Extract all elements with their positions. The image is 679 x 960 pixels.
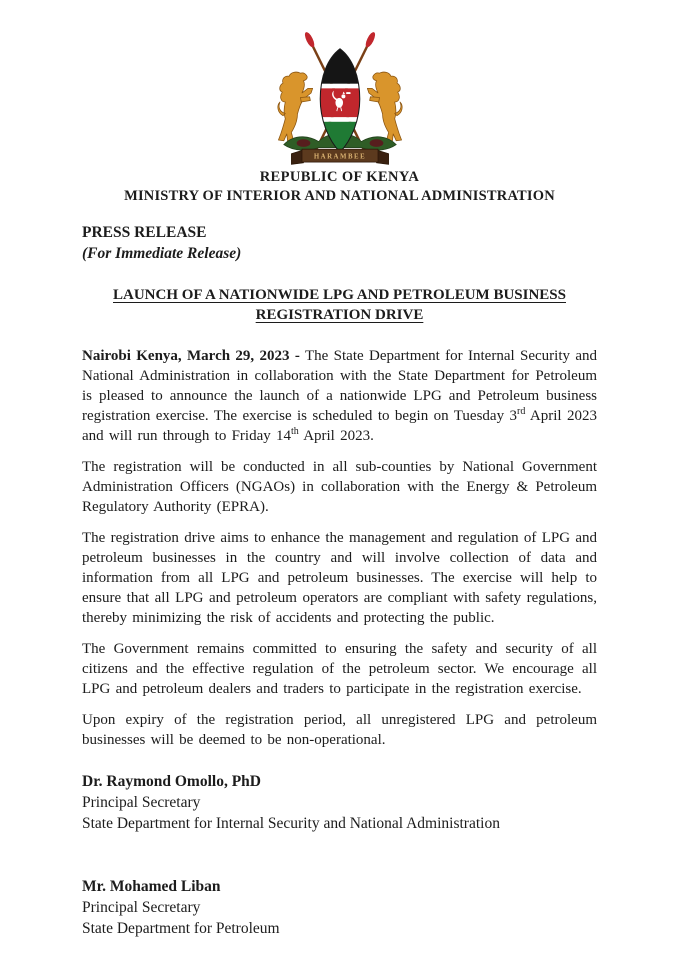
- kenya-coat-of-arms-icon: [264, 32, 416, 166]
- dateline-lead: Nairobi Kenya, March 29, 2023 -: [82, 348, 300, 364]
- ordinal-suffix-rd: rd: [516, 406, 526, 417]
- signatory-department: State Department for Petroleum: [82, 920, 280, 937]
- paragraph-4: The Government remains committed to ensuring the safety and security of all citizens and the effective regulation of the petroleum sector. We encourage all LPG and petroleum dealers and traders to participate in the registration exercise.: [82, 641, 597, 697]
- paragraph-1: [82, 346, 597, 446]
- document-title: [82, 285, 597, 325]
- lion-right-icon: [367, 72, 402, 141]
- release-meta: [82, 222, 597, 264]
- signatures-section: [82, 771, 597, 939]
- paragraph-2: The registration will be conducted in all sub-counties by National Government Administration Officers (NGAOs) in collaboration with the Energy & Petroleum Regulatory Authority (EPRA).: [82, 459, 597, 515]
- immediate-release-note: (For Immediate Release): [82, 245, 242, 262]
- signatory-department: State Department for Internal Security and National Administration: [82, 815, 500, 832]
- paragraph-1-text-c: April 2023.: [298, 428, 374, 444]
- republic-of-kenya-heading: REPUBLIC OF KENYA: [259, 169, 420, 185]
- ordinal-suffix-th: th: [290, 426, 299, 437]
- signatory-name: Dr. Raymond Omollo, PhD: [82, 773, 261, 790]
- signature-block-1: [82, 771, 597, 834]
- press-release-label: PRESS RELEASE: [82, 224, 207, 241]
- motto-text: HARAMBEE: [313, 153, 366, 161]
- paragraph-1-text-b: April 2023 and will run through to Friday 14: [82, 408, 597, 444]
- lion-left-icon: [277, 72, 312, 141]
- signatory-title: Principal Secretary: [82, 899, 201, 916]
- paragraph-5: Upon expiry of the registration period, all unregistered LPG and petroleum businesses will be deemed to be non-operational.: [82, 712, 597, 748]
- title-line-2: REGISTRATION DRIVE: [255, 307, 424, 323]
- ministry-heading: MINISTRY OF INTERIOR AND NATIONAL ADMINISTRATION: [124, 188, 555, 204]
- title-line-1: LAUNCH OF A NATIONWIDE LPG AND PETROLEUM BUSINESS: [113, 287, 566, 303]
- signature-block-2: [82, 876, 597, 939]
- body-text: [82, 346, 597, 750]
- paragraph-3: The registration drive aims to enhance the management and regulation of LPG and petroleum businesses in the country and will involve collection of data and information from all LPG and petroleum businesses. The exercise will help to ensure that all LPG and petroleum operators are compliant with safety regulations, thereby minimizing the risk of accidents and protecting the public.: [82, 530, 597, 626]
- emblem-container: [82, 32, 597, 166]
- signatory-title: Principal Secretary: [82, 794, 201, 811]
- paragraph-1-text-a: The State Department for Internal Security and National Administration in collaboration with the State Department for Petroleum is pleased to announce the launch of a nationwide LPG and Petroleum business registration exercise. The exercise is scheduled to begin on Tuesday 3: [82, 348, 598, 424]
- signatory-name: Mr. Mohamed Liban: [82, 878, 221, 895]
- motto-banner-icon: [291, 149, 388, 164]
